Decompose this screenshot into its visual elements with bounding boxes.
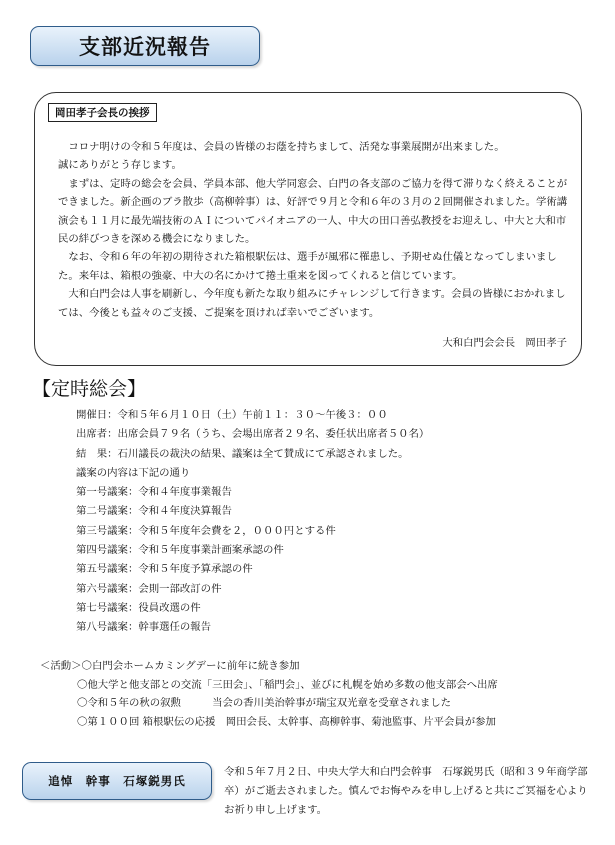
activities-section [40,657,498,731]
agenda-item: 第一号議案：令和４年度事業報告 [76,486,232,499]
message-paragraph: コロナ明けの令和５年度は、会員の皆様のお蔭を持ちまして、活発な事業展開が出来ました。 [68,141,505,153]
meeting-detail-line: 結 果：石川議長の裁決の結果、議案は全て賛成にて承認されました。 [76,447,409,460]
message-paragraph: 誠にありがとう存じます。 [58,159,182,172]
message-body [58,138,572,322]
activity-item: 〇令和５年の秋の叙勲 当会の香川美治幹事が瑞宝双光章を受章されました [77,697,452,709]
agenda-item: 第八号議案：幹事選任の報告 [76,621,212,634]
meeting-details [76,406,429,638]
obituary-text: 令和５年７月２日、中央大学大和白門会幹事 石塚鋭男氏（昭和３９年商学部卒）がご逝去されました。慎んでお悔やみを申し上げると共にご冥福を心よりお祈り申し上げます。 [224,766,588,816]
activity-item: ＜活動＞〇白門会ホームカミングデーに前年に続き参加 [40,660,300,672]
message-label: 岡田孝子会長の挨拶 [48,103,157,122]
activity-item: 〇第１００回 箱根駅伝の応援 岡田会長、太幹事、高柳幹事、菊池監事、片平会員が参加 [77,715,496,728]
meeting-detail-line: 開催日：令和５年６月１０日（土）午前１１：３０～午後３：００ [76,409,388,421]
agenda-item: 第七号議案：役員改選の件 [76,601,201,614]
agenda-item: 第四号議案：令和５年度事業計画案承認の件 [76,544,284,557]
meeting-detail-line: 出席者：出席会員７９名（うち、会場出席者２９名、委任状出席者５０名） [76,428,430,441]
obituary-banner: 追悼 幹事 石塚鋭男氏 [22,762,212,800]
page-title: 支部近況報告 [30,26,260,66]
meeting-heading: 【定時総会】 [32,378,147,400]
message-paragraph: 大和白門会は人事を刷新し、今年度も新たな取り組みにチャレンジして行きます。会員の皆様におかれましては、今後とも益々のご支援、ご提案を頂ければ幸いでございます。 [58,288,566,319]
agenda-item: 第三号議案：令和５年度年会費を２，０００円とする件 [76,524,336,537]
agenda-item: 第二号議案：令和４年度決算報告 [76,505,232,518]
message-paragraph: まずは、定時の総会を会員、学員本部、他大学同窓会、白門の各支部のご協力を得て滞りなく終えることができました。新企画のブラ散歩（高柳幹事）は、好評で９月と令和６年の３月の２回開催されました。学術講演会も１１月に最先端技術のＡＩについてパイオニアの一人、中大の田口善弘教授をお迎えし、中大と大和市民の絆びつきを深める機会になりました。 [58,177,568,246]
agenda-item: 第六号議案：会則一部改訂の件 [76,582,222,595]
message-signature: 大和白門会会長 岡田孝子 [442,337,567,349]
activity-item: 〇他大学と他支部との交流「三田会」、「稲門会」、並びに札幌を始め多数の他支部会へ出席 [77,678,498,691]
agenda-item: 第五号議案：令和５年度予算承認の件 [76,563,253,576]
meeting-detail-line: 議案の内容は下記の通り [76,466,191,479]
message-paragraph: なお、令和６年の年初の期待された箱根駅伝は、選手が風邪に罹患し、予期せぬ仕儀となってしまいました。来年は、箱根の強豪、中大の名にかけて捲土重来を図ってくれると信じています。 [58,251,557,282]
